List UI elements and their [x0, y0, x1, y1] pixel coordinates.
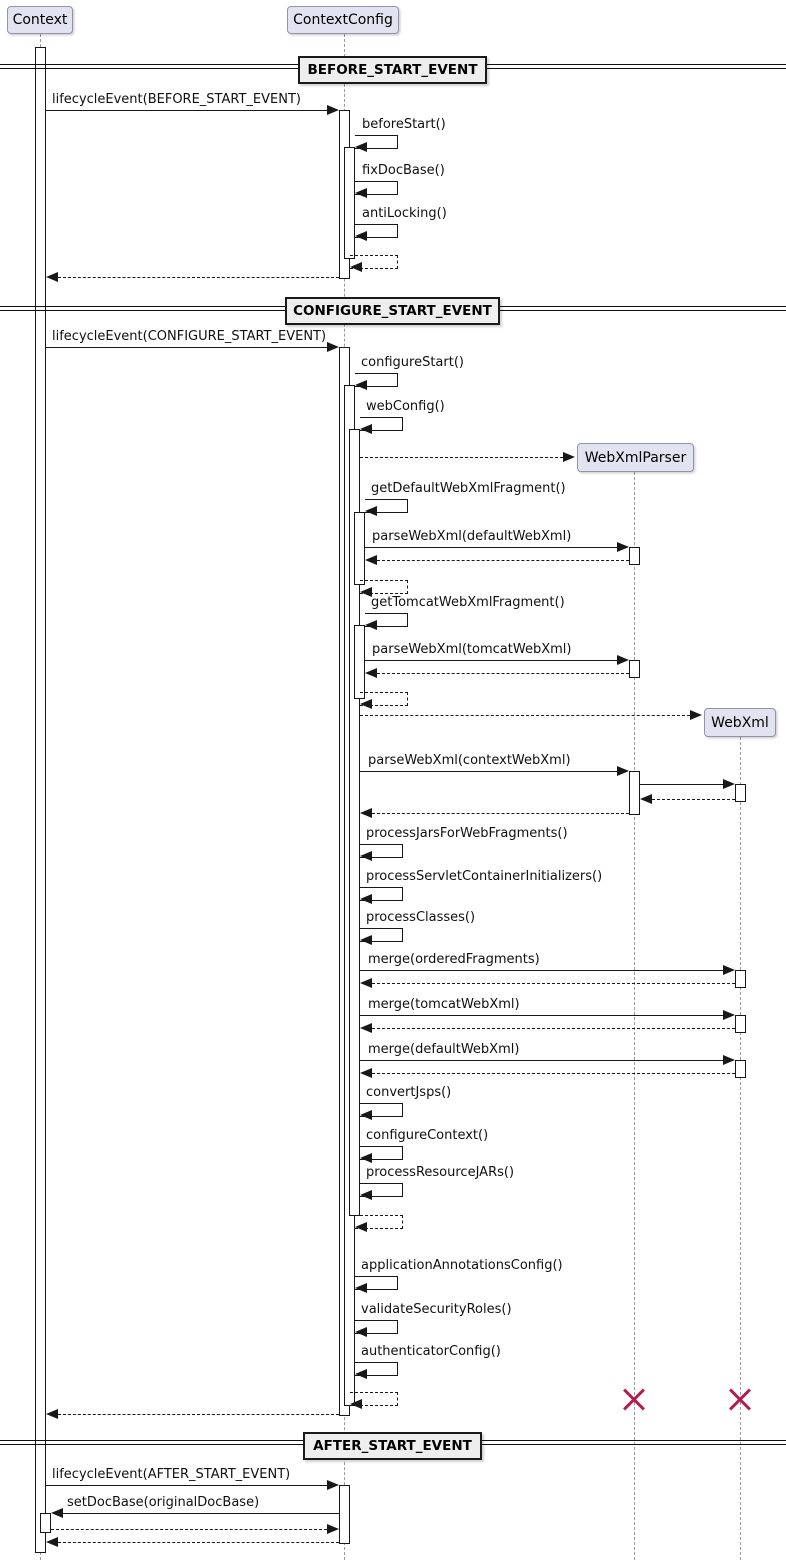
activation-context-main [35, 47, 46, 1553]
arrowhead-left-icon [360, 1110, 372, 1120]
arrowhead-right-icon [617, 766, 629, 776]
return-line [58, 1542, 339, 1543]
message-line [63, 1513, 339, 1514]
message-label: authenticatorConfig() [361, 1344, 501, 1359]
arrowhead-left-icon [355, 231, 367, 241]
activation-parser-3 [629, 771, 640, 815]
arrowhead-right-icon [327, 342, 339, 352]
message-label: antiLocking() [362, 206, 447, 221]
activation-cc-before-l2 [344, 147, 355, 259]
arrowhead-left-icon [365, 555, 377, 565]
lifeline-webxml [740, 737, 741, 1560]
message-line [365, 547, 617, 548]
arrowhead-right-icon [327, 1524, 339, 1534]
return-line [51, 1529, 327, 1530]
create-line [360, 715, 690, 716]
message-label: applicationAnnotationsConfig() [361, 1258, 563, 1273]
message-label: lifecycleEvent(BEFORE_START_EVENT) [52, 92, 301, 107]
activation-parser-1 [629, 547, 640, 565]
message-label: webConfig() [366, 399, 445, 414]
message-label: setDocBase(originalDocBase) [67, 1495, 260, 1510]
arrowhead-left-icon [365, 506, 377, 516]
arrowhead-right-icon [723, 779, 735, 789]
arrowhead-left-icon [360, 894, 372, 904]
activation-cc-gettomcatfragment-l4 [354, 625, 365, 699]
destroy-x-icon [728, 1387, 752, 1411]
arrowhead-left-icon [640, 794, 652, 804]
arrowhead-right-icon [563, 452, 575, 462]
arrowhead-left-icon [360, 1190, 372, 1200]
message-line [365, 660, 617, 661]
arrowhead-left-icon [355, 1327, 367, 1337]
arrowhead-left-icon [360, 935, 372, 945]
arrowhead-left-icon [360, 1153, 372, 1163]
arrowhead-left-icon [355, 1369, 367, 1379]
participant-contextconfig [287, 6, 399, 34]
message-label: beforeStart() [362, 117, 446, 132]
arrowhead-left-icon [355, 188, 367, 198]
message-label: processResourceJARs() [366, 1165, 515, 1180]
participant-contextconfig-label: ContextConfig [293, 12, 393, 28]
message-line [360, 1015, 723, 1016]
arrowhead-right-icon [327, 1480, 339, 1490]
activation-context-setdocbase [40, 1513, 51, 1533]
message-label: configureContext() [366, 1128, 489, 1143]
destroy-x-icon [622, 1387, 646, 1411]
arrowhead-left-icon [360, 1023, 372, 1033]
arrowhead-right-icon [690, 710, 702, 720]
return-line [372, 1028, 735, 1029]
activation-webxml-3 [735, 1015, 746, 1033]
message-label: processJarsForWebFragments() [366, 826, 568, 841]
arrowhead-left-icon [355, 1283, 367, 1293]
message-line [360, 970, 723, 971]
arrowhead-left-icon [360, 424, 372, 434]
message-label: merge(orderedFragments) [368, 952, 540, 967]
participant-context [7, 6, 73, 34]
return-line [652, 799, 735, 800]
arrowhead-left-icon [355, 142, 367, 152]
return-line [377, 560, 629, 561]
participant-webxmlparser [577, 443, 694, 472]
message-label: processClasses() [366, 910, 476, 925]
create-line [360, 457, 563, 458]
activation-webxml-2 [735, 970, 746, 988]
return-line [58, 1414, 339, 1415]
return-line [377, 673, 629, 674]
message-line [640, 784, 723, 785]
message-label: parseWebXml(tomcatWebXml) [372, 642, 572, 657]
arrowhead-right-icon [723, 965, 735, 975]
message-line [46, 347, 327, 348]
message-line [46, 110, 327, 111]
message-label: lifecycleEvent(CONFIGURE_START_EVENT) [52, 329, 327, 344]
message-label: convertJsps() [366, 1085, 452, 1100]
arrowhead-left-icon [355, 1222, 367, 1232]
message-label: merge(tomcatWebXml) [368, 997, 520, 1012]
message-line [360, 1060, 723, 1061]
message-label: processServletContainerInitializers() [366, 869, 603, 884]
message-line [46, 1485, 327, 1486]
activation-webxml-4 [735, 1060, 746, 1078]
activation-cc-getdefaultfragment-l4 [354, 512, 365, 585]
return-line [58, 277, 339, 278]
arrowhead-left-icon [46, 1409, 58, 1419]
return-line [372, 1073, 735, 1074]
message-line [360, 771, 617, 772]
participant-context-label: Context [12, 12, 68, 28]
arrowhead-left-icon [360, 1068, 372, 1078]
message-label: parseWebXml(defaultWebXml) [372, 529, 572, 544]
activation-cc-after [339, 1485, 350, 1544]
participant-webxml [704, 708, 776, 737]
divider-label: BEFORE_START_EVENT [298, 56, 487, 84]
divider-label: AFTER_START_EVENT [303, 1432, 482, 1460]
arrowhead-left-icon [365, 620, 377, 630]
arrowhead-left-icon [46, 1537, 58, 1547]
arrowhead-left-icon [360, 851, 372, 861]
participant-webxml-label: WebXml [711, 714, 769, 731]
message-label: parseWebXml(contextWebXml) [368, 753, 571, 768]
arrowhead-left-icon [46, 272, 58, 282]
arrowhead-right-icon [617, 542, 629, 552]
arrowhead-left-icon [350, 262, 362, 272]
arrowhead-left-icon [355, 380, 367, 390]
arrowhead-right-icon [723, 1010, 735, 1020]
arrowhead-right-icon [327, 105, 339, 115]
arrowhead-left-icon [365, 668, 377, 678]
arrowhead-left-icon [360, 978, 372, 988]
message-label: lifecycleEvent(AFTER_START_EVENT) [52, 1467, 291, 1482]
activation-parser-2 [629, 660, 640, 678]
message-label: configureStart() [361, 355, 464, 370]
divider-label: CONFIGURE_START_EVENT [285, 297, 500, 325]
message-label: getDefaultWebXmlFragment() [371, 481, 566, 496]
arrowhead-left-icon [360, 808, 372, 818]
return-line [372, 983, 735, 984]
participant-webxmlparser-label: WebXmlParser [584, 449, 687, 466]
message-label: getTomcatWebXmlFragment() [371, 595, 565, 610]
message-label: fixDocBase() [362, 163, 445, 178]
arrowhead-left-icon [360, 699, 372, 709]
return-line [372, 813, 629, 814]
arrowhead-left-icon [51, 1508, 63, 1518]
arrowhead-left-icon [350, 1399, 362, 1409]
message-label: validateSecurityRoles() [361, 1302, 512, 1317]
message-label: merge(defaultWebXml) [368, 1042, 520, 1057]
arrowhead-right-icon [617, 655, 629, 665]
activation-webxml-1 [735, 784, 746, 802]
arrowhead-right-icon [723, 1055, 735, 1065]
